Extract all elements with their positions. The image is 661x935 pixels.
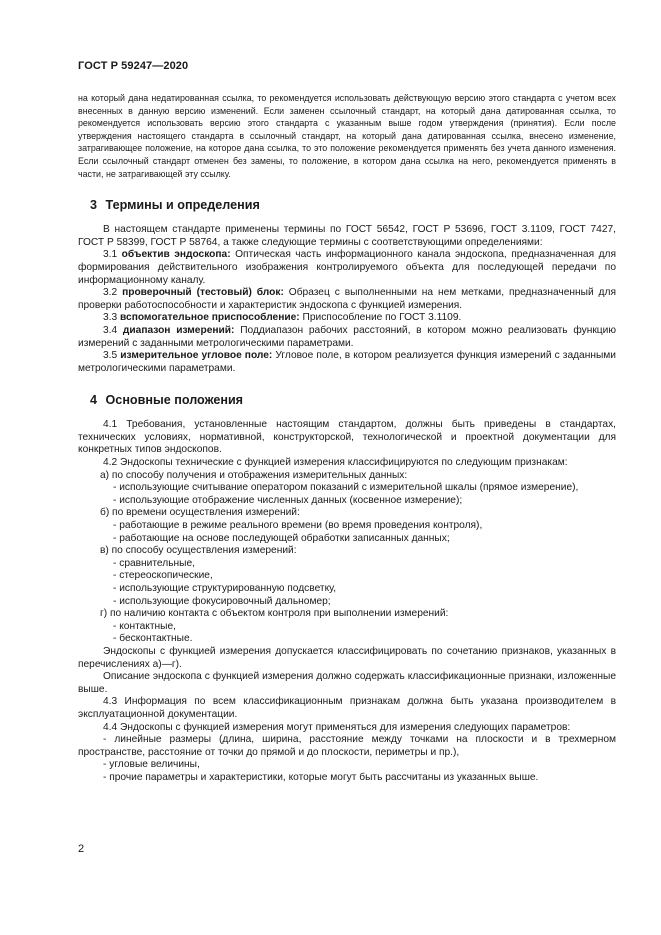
- group-b-item: - работающие в режиме реального времени (во время проведения контроля),: [113, 520, 483, 532]
- group-g-item: - бесконтактные.: [113, 633, 193, 645]
- clause-4-4: 4.4 Эндоскопы с функцией измерения могут применяться для измерения следующих параметров:: [103, 721, 571, 733]
- term-number: 3.4: [103, 324, 118, 336]
- term-number: 3.5: [103, 350, 118, 362]
- group-g-item: - контактные,: [113, 620, 176, 632]
- page-content: [78, 92, 616, 785]
- section-3-heading: [78, 198, 616, 213]
- term-name: диапазон измерений:: [122, 324, 235, 336]
- term-3-1: [78, 249, 616, 287]
- group-b-item: - работающие на основе последующей обработки записанных данных;: [113, 532, 450, 544]
- term-number: 3.3: [103, 312, 118, 324]
- term-3-4: [78, 325, 616, 350]
- group-a-item: - использующие считывание оператором показаний с измерительной шкалы (прямое измерение),: [113, 482, 579, 494]
- group-a-label: а) по способу получения и отображения измерительных данных:: [100, 469, 408, 481]
- section-4-heading: [78, 393, 616, 408]
- document-header: ГОСТ Р 59247—2020: [78, 60, 189, 72]
- section-4-number: 4: [90, 393, 98, 408]
- section-3-intro: В настоящем стандарте применены термины по ГОСТ 56542, ГОСТ Р 53696, ГОСТ 3.1109, ГОСТ 7427, ГОСТ Р 58399, ГОСТ Р 58764, а также следующие термины с соответствующими определениями:: [78, 224, 616, 248]
- group-a-item: - использующие отображение численных данных (косвенное измерение);: [113, 494, 463, 506]
- intro-paragraph: на который дана недатированная ссылка, то рекомендуется использовать действующую версию этого стандарта с учетом всех внесенных в данную версию изменений. Если заменен ссылочный стандарт, на который дана датированная ссылка, то рекомендуется использовать версию этого стандарта с указанным выше годом утверждения (принятия). Если после утверждения настоящего стандарта в ссылочный стандарт, на который дана датированная ссылка, внесено изменение, затрагивающее положение, на которое дана ссылка, то это положение рекомендуется применять без учета данного изменения. Если ссылочный стандарт отменен без замены, то положение, в котором дана ссылка на него, рекомендуется применять в части, не затрагивающей эту ссылку.: [78, 93, 616, 179]
- section-3-title: Термины и определения: [105, 198, 260, 213]
- clause-4-2: 4.2 Эндоскопы технические с функцией измерения классифицируются по следующим признакам:: [103, 457, 568, 469]
- term-name: измерительное угловое поле:: [120, 350, 273, 362]
- group-v-item: - использующие структурированную подсветку,: [113, 583, 337, 594]
- group-v-label: в) по способу осуществления измерений:: [100, 545, 297, 557]
- term-name: проверочный (тестовый) блок:: [122, 287, 284, 299]
- term-definition: Поддиапазон рабочих расстояний, в котором можно реализовать функцию измерений с заданными метрологическими параметрами.: [78, 324, 616, 349]
- section-4-title: Основные положения: [105, 393, 244, 408]
- term-name: вспомогательное приспособление:: [120, 312, 300, 324]
- term-3-3: [78, 312, 616, 325]
- page-number: 2: [78, 843, 85, 855]
- group-v-item: - стереоскопические,: [113, 570, 213, 582]
- classification-combo-paragraph: Эндоскопы с функцией измерения допускается классифицировать по сочетанию признаков, указанных в перечислениях а)—г).: [78, 645, 616, 670]
- description-paragraph: Описание эндоскопа с функцией измерения должно содержать классификационные признаки, изложенные выше.: [78, 671, 616, 695]
- term-definition: Оптическая часть информационного канала эндоскопа, предназначенная для формирования действительного изображения контролируемого объекта для последующей передачи по информационному каналу.: [78, 249, 616, 286]
- term-definition: Угловое поле, в котором реализуется функция измерений с заданными метрологическими параметрами.: [78, 350, 616, 374]
- param-item: - прочие параметры и характеристики, которые могут быть рассчитаны из указанных выше.: [103, 771, 539, 783]
- term-number: 3.2: [103, 287, 118, 299]
- clause-4-1: 4.1 Требования, установленные настоящим стандартом, должны быть приведены в стандартах, технических условиях, нормативной, конструкторской, технологической и проектной документации для конкретных типов эндоскопов.: [78, 419, 616, 456]
- param-item: - угловые величины,: [103, 759, 200, 771]
- term-3-2: [78, 287, 616, 312]
- section-3-number: 3: [90, 198, 98, 213]
- term-3-5: [78, 350, 616, 375]
- group-b-label: б) по времени осуществления измерений:: [100, 507, 300, 519]
- clause-4-3: 4.3 Информация по всем классификационным признакам должна быть указана производителем в эксплуатационной документации.: [78, 696, 616, 720]
- group-v-item: - сравнительные,: [113, 557, 195, 569]
- group-g-label: г) по наличию контакта с объектом контроля при выполнении измерений:: [100, 608, 449, 620]
- param-item: - линейные размеры (длина, ширина, расстояние между точками на плоскости и в трехмерном пространстве, расстояние от точки до прямой и до плоскости, периметры и пр.),: [78, 734, 616, 758]
- term-definition: Образец с выполненными на нем метками, предназначенный для проверки работоспособности и характеристик эндоскопа с функцией измерения.: [78, 287, 616, 311]
- term-name: объектив эндоскопа:: [121, 249, 231, 261]
- group-v-item: - использующие фокусировочный дальномер;: [113, 595, 331, 607]
- term-definition: Приспособление по ГОСТ 3.1109.: [302, 312, 462, 324]
- term-number: 3.1: [103, 249, 118, 261]
